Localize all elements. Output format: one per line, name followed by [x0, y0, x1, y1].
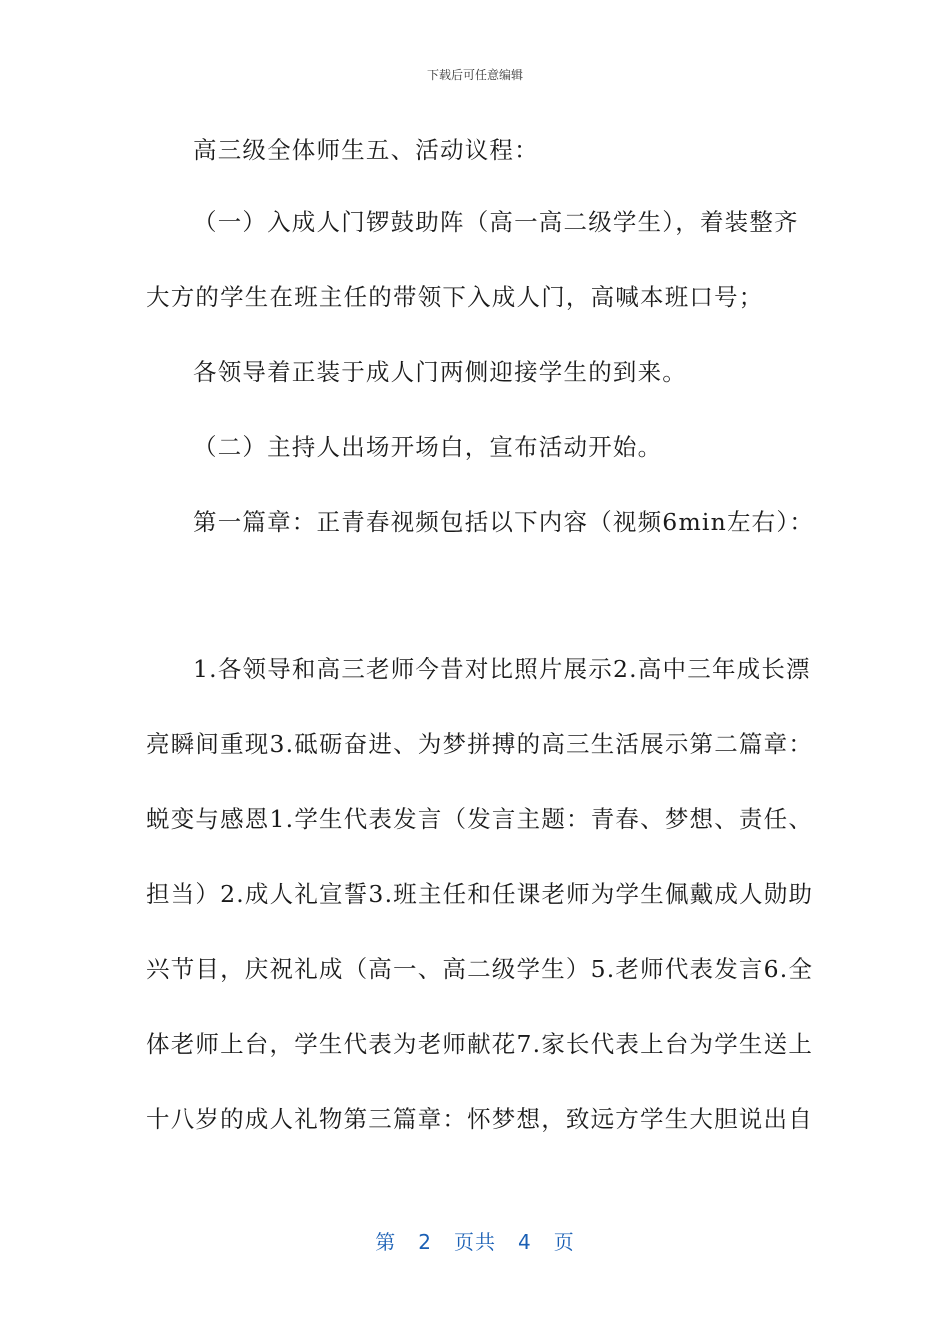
body-line-2: （一）入成人门锣鼓助阵（高一高二级学生），着装整齐 — [193, 208, 799, 236]
body-line-7: 1.各领导和高三老师今昔对比照片展示2.高中三年成长漂 — [193, 655, 811, 683]
body-line-5: （二）主持人出场开场白，宣布活动开始。 — [193, 433, 663, 461]
body-line-1: 高三级全体师生五、活动议程： — [193, 136, 539, 164]
body-line-8: 亮瞬间重现3.砥砺奋进、为梦拼搏的高三生活展示第二篇章： — [146, 730, 814, 758]
body-line-4: 各领导着正装于成人门两侧迎接学生的到来。 — [193, 358, 687, 386]
body-line-6: 第一篇章：正青春视频包括以下内容（视频6min左右）： — [193, 508, 815, 536]
footer-suffix: 页 — [553, 1230, 575, 1254]
body-line-9: 蜕变与感恩1.学生代表发言（发言主题：青春、梦想、责任、 — [146, 805, 814, 833]
body-line-11: 兴节目，庆祝礼成（高一、高二级学生）5.老师代表发言6.全 — [146, 955, 814, 983]
page-footer — [0, 1226, 950, 1255]
body-line-10: 担当）2.成人礼宣誓3.班主任和任课老师为学生佩戴成人勋助 — [146, 880, 814, 908]
body-line-13: 十八岁的成人礼物第三篇章：怀梦想，致远方学生大胆说出自 — [146, 1105, 813, 1133]
footer-page-total: 4 — [518, 1230, 532, 1254]
header-note: 下载后可任意编辑 — [426, 68, 523, 82]
footer-page-current: 2 — [418, 1230, 432, 1254]
footer-middle: 页共 — [454, 1230, 496, 1254]
footer-prefix: 第 — [375, 1230, 397, 1254]
body-line-12: 体老师上台，学生代表为老师献花7.家长代表上台为学生送上 — [146, 1030, 814, 1058]
body-line-3: 大方的学生在班主任的带领下入成人门，高喊本班口号； — [146, 283, 764, 311]
